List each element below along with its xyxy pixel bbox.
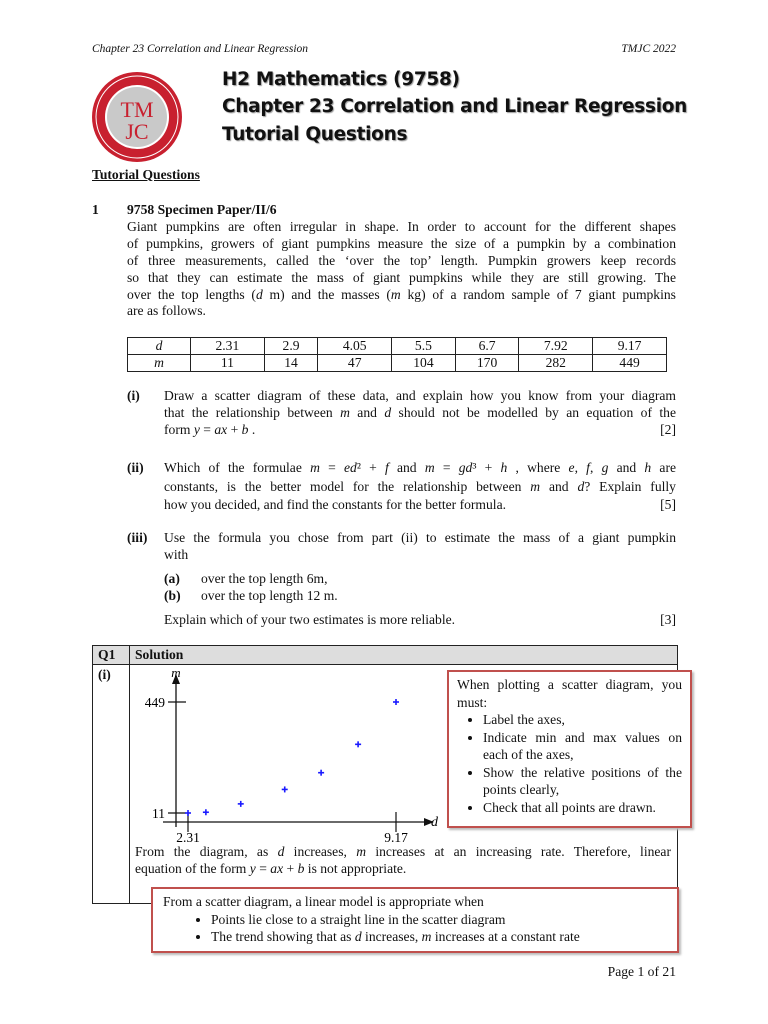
math-variable: ed [343,460,357,475]
table-row-d [128,338,667,355]
question-number: 1 [92,202,99,217]
conclusion-line: equation of the form y = ax + b is not appropriate. [135,861,407,876]
table-cell: 2.9 [264,338,318,355]
conclusion-line: From the diagram, as d increases, m increases at an increasing rate. Therefore, linear [135,844,671,859]
linear-box-item: • The trend showing that as d increases, m increases at a constant rate [211,928,671,946]
y-axis-label: m [171,665,181,680]
table-cell: 47 [318,355,392,372]
intro-line: so that they can estimate the mass of giant pumpkins while they are still growing. The [127,270,676,285]
x-axis-label: d [431,815,438,830]
math-variable: d [577,479,585,494]
math-variable: f [384,460,389,475]
page-number: Page 1 of 21 [607,964,676,979]
math-variable: h [644,460,652,475]
intro-line: of pumpkins, growers of giant pumpkins measure the size of a pumpkin by a combination [127,236,676,251]
math-variable: y [193,422,200,437]
math-variable: d [255,287,263,302]
math-variable: m [356,844,367,859]
math-variable: d [384,405,392,420]
table-cell: 104 [392,355,456,372]
math-variable: m [424,460,435,475]
part-ii-line: how you decided, and find the constants for the better formula. [164,497,507,512]
tips-list [457,711,682,816]
pumpkin-data-table [127,337,667,372]
data-point [238,801,244,807]
part-label: (i) [98,667,111,682]
part-i-line: form y = ax + b . [164,422,256,437]
part-i-line: that the relationship between m and d should not be modelled by an equation of the [164,405,676,420]
marks: [5] [660,497,676,512]
subpart-text: over the top length 6m, [201,571,328,586]
math-variable: e [568,460,575,475]
part-iii-line: Use the formula you chose from part (ii) to estimate the mass of a giant pumpkin [164,530,676,545]
solution-q-header: Q1 [98,647,116,662]
running-header-chapter: Chapter 23 Correlation and Linear Regression [92,43,309,55]
solution-header-label: Solution [135,647,184,662]
math-variable: h [500,460,508,475]
math-variable: b [241,422,249,437]
table-cell: 4.05 [318,338,392,355]
part-ii-line: constants, is the better model for the relationship between m and d? Explain fully [164,479,676,494]
linear-model-box [151,887,679,953]
part-label: (iii) [127,530,148,545]
section-heading: Tutorial Questions [92,167,200,182]
question-source: 9758 Specimen Paper/II/6 [127,202,277,217]
svg-text:TM: TM [120,97,154,122]
scatter-tips-box [447,670,692,828]
intro-line: over the top lengths (d m) and the masses (m kg) of a random sample of 7 giant pumpkins [127,287,676,302]
marks: [3] [660,612,676,627]
tip-item: • Show the relative positions of the points clearly, [483,764,682,799]
subpart-text: over the top length 12 m. [201,588,338,603]
subpart-label: (a) [164,571,180,586]
table-cell: 11 [191,355,265,372]
math-variable: m [390,287,401,302]
y-tick-label: 11 [152,806,165,821]
intro-line: Giant pumpkins are often irregular in shape. In order to account for the different shapes [127,219,676,234]
math-variable: g [601,460,609,475]
data-point [355,741,361,747]
table-cell: 9.17 [593,338,667,355]
x-tick-label: 2.31 [176,830,200,845]
x-tick-label: 9.17 [384,830,408,845]
data-point [318,770,324,776]
linear-box-intro: From a scatter diagram, a linear model is appropriate when [163,894,484,909]
table-cell: 14 [264,355,318,372]
table-cell: 170 [455,355,519,372]
table-cell: 282 [519,355,593,372]
intro-line: are as follows. [127,303,206,318]
running-header-school: TMJC 2022 [621,43,676,55]
math-variable: m [530,479,541,494]
tips-intro: When plotting a scatter diagram, you must: [457,677,682,710]
data-point [203,809,209,815]
part-iii-explain: Explain which of your two estimates is more reliable. [164,612,456,627]
table-cell: 449 [593,355,667,372]
svg-text:JC: JC [125,119,149,144]
math-variable: b [297,861,305,876]
doc-title-subject: H2 Mathematics (9758) [222,69,460,90]
math-variable: ax [214,422,228,437]
math-variable: d [277,844,285,859]
row-label: m [128,355,191,372]
school-logo [91,71,183,163]
math-variable: y [249,861,256,876]
doc-title-type: Tutorial Questions [222,124,408,145]
math-variable: d [354,929,362,944]
data-point [282,786,288,792]
math-variable: m [421,929,432,944]
table-cell: 6.7 [455,338,519,355]
table-cell: 5.5 [392,338,456,355]
part-iii-line: with [164,547,189,562]
part-label: (ii) [127,460,144,475]
tip-item: • Check that all points are drawn. [483,799,682,817]
intro-line: of three measurements, called the ‘over the top’ length. Pumpkin growers keep records [127,253,676,268]
linear-box-list [163,911,671,946]
linear-box-item: • Points lie close to a straight line in the scatter diagram [211,911,671,929]
part-i-line: Draw a scatter diagram of these data, and explain how you know from your diagram [164,388,676,403]
data-point [393,699,399,705]
row-label: d [128,338,191,355]
doc-title-chapter: Chapter 23 Correlation and Linear Regression [222,96,688,117]
table-cell: 2.31 [191,338,265,355]
y-tick-label: 449 [144,695,165,710]
part-ii-line: Which of the formulae m = ed² + f and m = gd³ + h , where e, f, g and h are [164,460,677,475]
marks: [2] [660,422,676,437]
data-point [185,810,191,816]
tip-item: • Indicate min and max values on each of the axes, [483,729,682,764]
table-cell: 7.92 [519,338,593,355]
table-row-m [128,355,667,372]
math-variable: m [340,405,350,420]
math-variable: m [310,460,320,475]
subpart-label: (b) [164,588,181,603]
math-variable: f [586,460,590,475]
math-variable: gd [458,460,473,475]
scatter-diagram [130,665,460,845]
tip-item: • Label the axes, [483,711,682,729]
part-label: (i) [127,388,140,403]
math-variable: ax [270,861,284,876]
